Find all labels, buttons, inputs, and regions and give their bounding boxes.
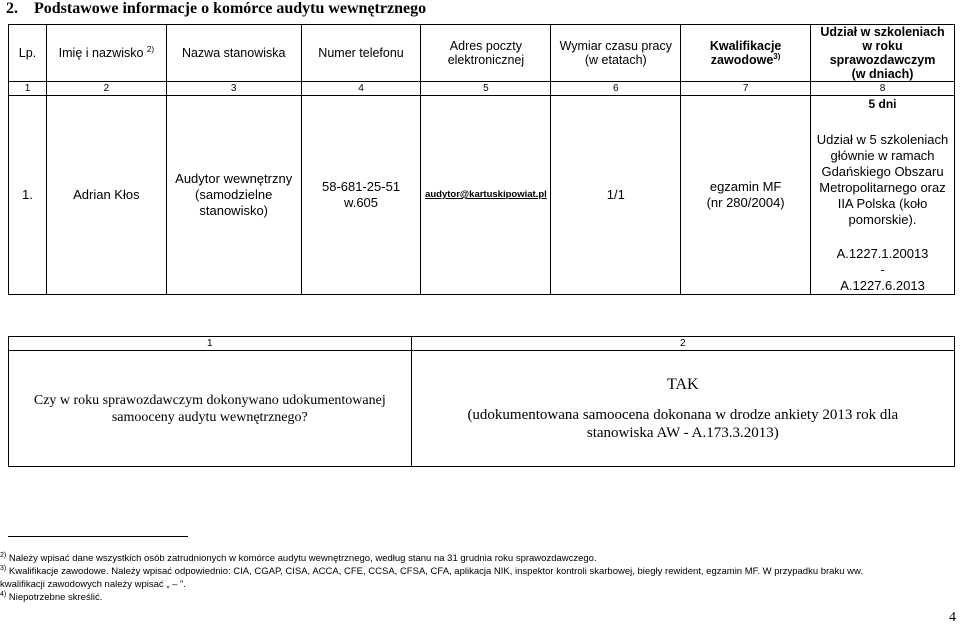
self-assessment-table <box>8 336 955 467</box>
footnote-ref-3: 3) <box>773 51 781 61</box>
position-line2: (samodzielne <box>195 187 273 202</box>
section-title-text: Podstawowe informacje o komórce audytu wewnętrznego <box>34 0 427 17</box>
col-number: 2 <box>411 337 954 351</box>
header-worktime <box>551 25 681 82</box>
header-email <box>421 25 551 82</box>
qual-line2: (nr 280/2004) <box>706 195 785 210</box>
header-training-line2: w roku <box>862 39 903 53</box>
footnote-separator <box>8 536 188 537</box>
training-days: 5 dni <box>868 97 897 111</box>
header-qual-line2: zawodowe <box>710 53 774 67</box>
footnote-ref-2: 2) <box>146 44 155 54</box>
header-qual-line1: Kwalifikacje <box>709 39 782 53</box>
col-number: 7 <box>681 82 811 96</box>
col-number: 3 <box>166 82 301 96</box>
question-cell <box>9 351 412 467</box>
footnote <box>0 552 940 565</box>
phone-line2: w.605 <box>344 195 379 210</box>
footnote-mark: 4) <box>0 590 7 598</box>
footnote <box>0 578 940 591</box>
footnote-text: Kwalifikacje zawodowe. Należy wpisać odpowiednio: CIA, CGAP, CISA, ACCA, CFE, CCSA, CFSA, CFA, aplikacja NIK, inspektor kontroli skarbowej, biegły rewident, egzamin MF. W przypadku braku ww. <box>8 566 863 577</box>
cell-email[interactable] <box>421 96 551 295</box>
email-link[interactable]: audytor@kartuskipowiat.pl <box>425 189 547 200</box>
cell-phone <box>301 96 421 295</box>
table-row <box>9 351 955 467</box>
training-ref-line3: A.1227.6.2013 <box>840 278 925 293</box>
header-training <box>811 25 955 82</box>
col-number: 1 <box>9 337 412 351</box>
table-row <box>9 96 955 295</box>
column-number-row <box>9 82 955 96</box>
training-desc-line4: Metropolitarnego oraz <box>819 180 946 195</box>
footnotes <box>0 552 940 604</box>
header-name-text: Imię i nazwisko <box>58 46 144 60</box>
footnote-text: kwalifikacji zawodowych należy wpisać „ – ”. <box>0 579 186 590</box>
footnote-mark: 3) <box>0 564 7 572</box>
question-line2: samooceny audytu wewnętrznego? <box>111 409 308 425</box>
header-phone: Numer telefonu <box>301 25 421 82</box>
header-row <box>9 25 955 82</box>
question-line1: Czy w roku sprawozdawczym dokonywano udokumentowanej <box>33 392 386 408</box>
position-line1: Audytor wewnętrzny <box>175 171 293 186</box>
col-number: 8 <box>811 82 955 96</box>
training-desc-line5: IIA Polska (koło <box>837 196 928 211</box>
answer-cell <box>411 351 954 467</box>
col-number: 4 <box>301 82 421 96</box>
answer-yes: TAK <box>666 375 699 393</box>
phone-line1: 58-681-25-51 <box>322 179 401 194</box>
training-desc-line2: głównie w ramach <box>830 148 935 163</box>
header-training-line1: Udział w szkoleniach <box>820 25 945 39</box>
answer-line1: (udokumentowana samoocena dokonana w drodze ankiety 2013 rok dla <box>467 406 899 423</box>
footnote <box>0 591 940 604</box>
cell-training <box>811 96 955 295</box>
cell-name: Adrian Kłos <box>46 96 166 295</box>
page-number: 4 <box>949 610 956 625</box>
answer-line2: stanowiska AW - A.173.3.2013) <box>586 424 779 441</box>
header-email-line2: elektronicznej <box>447 53 525 67</box>
col-number: 6 <box>551 82 681 96</box>
header-email-line1: Adres poczty <box>449 39 523 53</box>
header-position: Nazwa stanowiska <box>166 25 301 82</box>
training-ref-line1: A.1227.1.20013 <box>836 246 929 261</box>
training-desc-line6: pomorskie). <box>848 212 917 227</box>
training-ref-line2: - <box>880 262 885 277</box>
header-worktime-line2: (w etatach) <box>584 53 647 67</box>
section-number: 2. <box>6 0 18 17</box>
col-number: 1 <box>9 82 47 96</box>
position-line3: stanowisko) <box>199 203 269 218</box>
training-desc-line3: Gdańskiego Obszaru <box>821 164 944 179</box>
footnote-text: Należy wpisać dane wszystkich osób zatrudnionych w komórce audytu wewnętrznego, według stanu na 31 grudnia roku sprawozdawczego. <box>8 553 597 564</box>
cell-qualifications <box>681 96 811 295</box>
header-lp: Lp. <box>9 25 47 82</box>
section-title <box>6 0 426 18</box>
header-name <box>46 25 166 82</box>
qual-line1: egzamin MF <box>709 179 782 194</box>
col-number: 5 <box>421 82 551 96</box>
col-number: 2 <box>46 82 166 96</box>
footnote-mark: 2) <box>0 551 7 559</box>
header-worktime-line1: Wymiar czasu pracy <box>559 39 672 53</box>
header-training-line3: sprawozdawczym <box>829 53 936 67</box>
footnote-text: Niepotrzebne skreślić. <box>8 592 103 603</box>
training-desc-line1: Udział w 5 szkoleniach <box>816 132 949 147</box>
header-qualifications <box>681 25 811 82</box>
cell-worktime: 1/1 <box>551 96 681 295</box>
column-number-row <box>9 337 955 351</box>
cell-position <box>166 96 301 295</box>
cell-lp: 1. <box>9 96 47 295</box>
staff-table <box>8 24 955 295</box>
footnote <box>0 565 940 578</box>
header-training-line4: (w dniach) <box>851 67 914 81</box>
